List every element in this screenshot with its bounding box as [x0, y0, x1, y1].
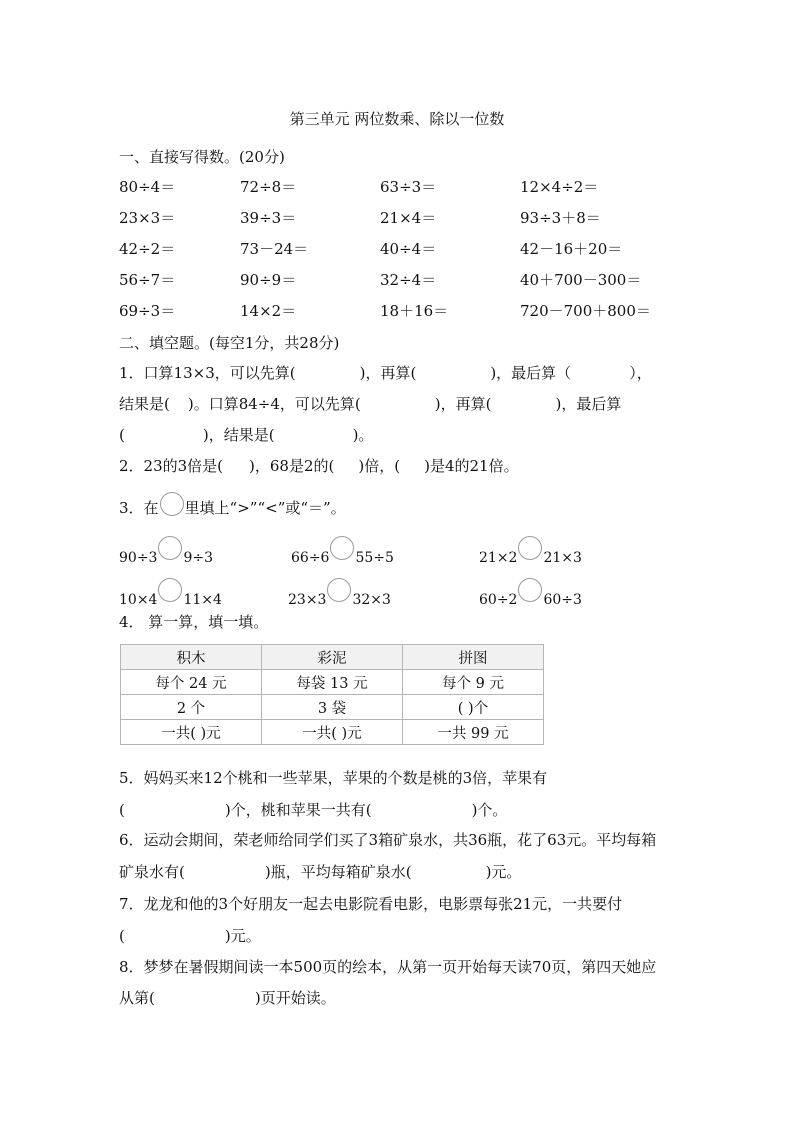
text: )元。: [485, 863, 522, 881]
table-header: 拼图: [403, 645, 544, 670]
compare-item: [479, 536, 582, 566]
problem: 63÷3＝: [380, 178, 437, 196]
question-5-line-1: 5．妈妈买来12个桃和一些苹果，苹果的个数是桃的3倍，苹果有: [119, 769, 548, 787]
text: 55÷5: [355, 550, 394, 566]
table-header: 彩泥: [262, 645, 403, 670]
text: 9÷3: [183, 550, 213, 566]
text: 23×3: [288, 592, 327, 608]
table-cell[interactable]: 一共( )元: [121, 720, 262, 745]
compare-item: [119, 536, 213, 566]
problem: 23×3＝: [119, 209, 176, 227]
question-8-line-1: 8．梦梦在暑假期间读一本500页的绘本，从第一页开始每天读70页，第四天她应: [119, 958, 657, 976]
compare-circle[interactable]: [327, 578, 351, 602]
compare-item: [288, 578, 391, 608]
text: )，最后算（: [490, 364, 572, 382]
question-7-line-1: 7．龙龙和他的3个好朋友一起去电影院看电影，电影票每张21元，一共要付: [119, 895, 623, 913]
question-1-line-1: [119, 363, 652, 383]
text: )个，桃和苹果一共有(: [224, 801, 372, 819]
table-cell: 一共 99 元: [403, 720, 544, 745]
section2-heading: 二、填空题。(每空1分，共28分): [119, 334, 340, 352]
text: (: [119, 426, 125, 444]
problem: 69÷3＝: [119, 302, 176, 320]
text: )，结果是(: [202, 426, 275, 444]
question-8-line-2: [119, 988, 336, 1008]
question-6-line-2: [119, 862, 521, 882]
problem: 42－16＋20＝: [520, 240, 623, 258]
text: )，最后算: [555, 395, 622, 413]
text: 21×3: [543, 550, 582, 566]
problem: 21×4＝: [380, 209, 437, 227]
table-row: [121, 720, 544, 745]
text: )个。: [471, 801, 508, 819]
problem: 39÷3＝: [240, 209, 297, 227]
problem: 56÷7＝: [119, 271, 176, 289]
question-5-line-2: [119, 800, 507, 820]
text: 矿泉水有(: [119, 863, 185, 881]
table-cell[interactable]: ( )个: [403, 695, 544, 720]
problem: 40＋700－300＝: [520, 271, 642, 289]
table-row: [121, 670, 544, 695]
table-cell: 3 袋: [262, 695, 403, 720]
problem: 90÷9＝: [240, 271, 297, 289]
text: 60÷3: [543, 592, 582, 608]
section1-heading: 一、直接写得数。(20分): [119, 148, 285, 166]
table-cell: 2 个: [121, 695, 262, 720]
text: 里填上“>”“<”或“＝”。: [184, 499, 346, 517]
compare-item: [119, 578, 222, 608]
circle-icon: [160, 492, 184, 516]
question-6-line-1: 6．运动会期间，荣老师给同学们买了3箱矿泉水，共36瓶，花了63元。平均每箱: [119, 831, 657, 849]
text: 3．在: [119, 499, 159, 517]
text: (: [119, 927, 125, 945]
problem: 18＋16＝: [380, 302, 449, 320]
text: )瓶，平均每箱矿泉水(: [264, 863, 412, 881]
question-2: [119, 456, 519, 476]
problem: 80÷4＝: [119, 178, 176, 196]
page-title: 第三单元 两位数乘、除以一位数: [289, 110, 505, 128]
problem: 32÷4＝: [380, 271, 437, 289]
problem: 72÷8＝: [240, 178, 297, 196]
compare-circle[interactable]: [158, 578, 182, 602]
question-4-intro: 4． 算一算，填一填。: [119, 613, 269, 631]
text: 60÷2: [479, 592, 518, 608]
text: )是4的21倍。: [424, 457, 519, 475]
table-header-row: [121, 645, 544, 670]
compare-item: [479, 578, 582, 608]
table-cell: 每袋 13 元: [262, 670, 403, 695]
question-3-intro: [119, 492, 346, 518]
text: )。: [352, 426, 374, 444]
text: )元。: [224, 927, 261, 945]
compare-circle[interactable]: [518, 536, 542, 560]
problem: 73－24＝: [240, 240, 309, 258]
text: )倍，(: [358, 457, 401, 475]
problem: 14×2＝: [240, 302, 297, 320]
problem: 720－700＋800＝: [520, 302, 651, 320]
text: 2．23的3倍是(: [119, 457, 224, 475]
question-1-line-2: [119, 394, 621, 414]
problem: 12×4÷2＝: [520, 178, 599, 196]
compare-item: [291, 536, 394, 566]
problem: 40÷4＝: [380, 240, 437, 258]
text: 结果是(: [119, 395, 170, 413]
question-1-line-3: [119, 425, 373, 445]
text: 90÷3: [119, 550, 158, 566]
text: )，再算(: [359, 364, 417, 382]
compare-circle[interactable]: [518, 578, 542, 602]
compare-circle[interactable]: [158, 536, 182, 560]
text: )页开始读。: [254, 989, 336, 1007]
text: 从第(: [119, 989, 155, 1007]
table-row: [121, 695, 544, 720]
text: )，68是2的(: [249, 457, 335, 475]
question-7-line-2: [119, 926, 261, 946]
text: 66÷6: [291, 550, 330, 566]
text: (: [119, 801, 125, 819]
table-cell[interactable]: 一共( )元: [262, 720, 403, 745]
text: ），: [629, 364, 652, 382]
price-table: [120, 644, 544, 745]
text: )。口算84÷4，可以先算(: [187, 395, 361, 413]
compare-circle[interactable]: [330, 536, 354, 560]
text: 11×4: [183, 592, 222, 608]
text: 10×4: [119, 592, 158, 608]
text: 1．口算13×3，可以先算(: [119, 364, 296, 382]
text: )，再算(: [434, 395, 492, 413]
table-cell: 每个 24 元: [121, 670, 262, 695]
text: 32×3: [352, 592, 391, 608]
table-cell: 每个 9 元: [403, 670, 544, 695]
text: 21×2: [479, 550, 518, 566]
table-header: 积木: [121, 645, 262, 670]
problem: 93÷3＋8＝: [520, 209, 601, 227]
problem: 42÷2＝: [119, 240, 176, 258]
